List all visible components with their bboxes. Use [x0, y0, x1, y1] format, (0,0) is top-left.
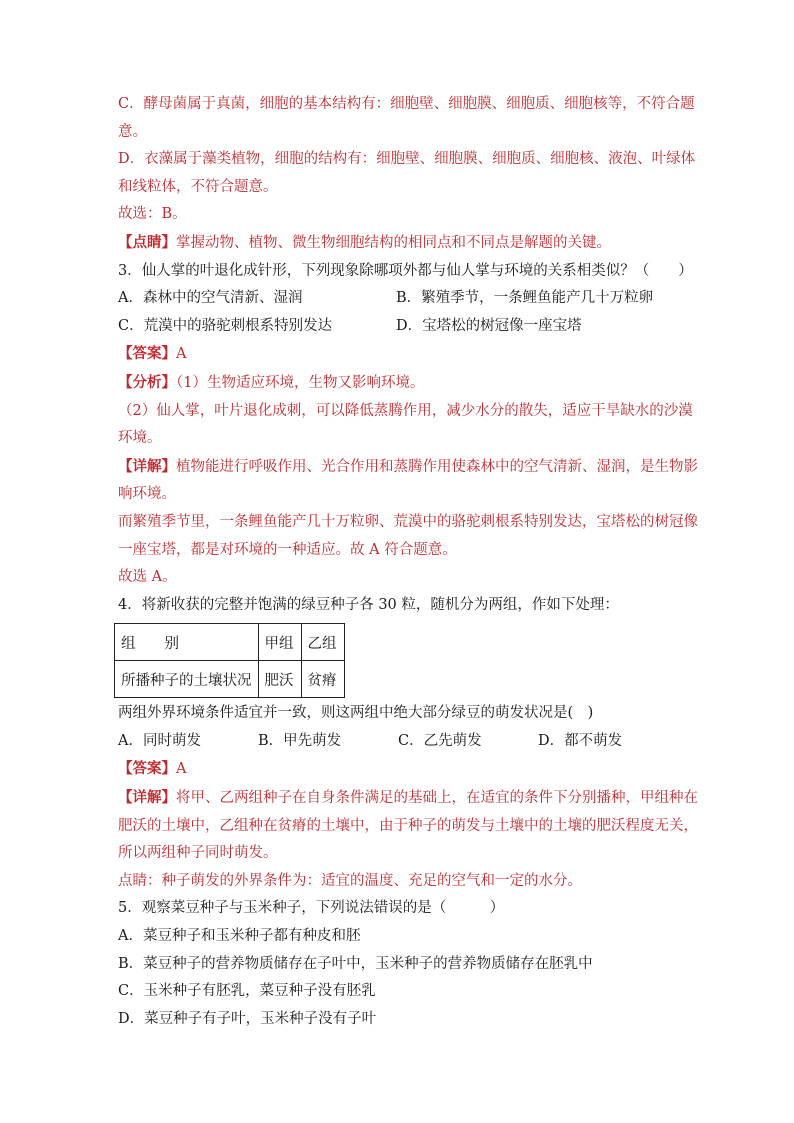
choice-a: 故选 A。: [118, 569, 177, 586]
table-cell: 贫瘠: [301, 661, 344, 698]
q3-option-c: C．荒漠中的骆驼刺根系特别发达: [118, 317, 333, 334]
q3-detail-line-2: 响环境。: [118, 486, 176, 503]
q4-detail-line-2: 肥沃的土壤中，乙组种在贫瘠的土壤中，由于种子的萌发与土壤中的土壤的肥沃程度无关，: [118, 817, 698, 834]
q4-option-c: C．乙先萌发: [398, 732, 482, 749]
option-c-explanation-cont: 意。: [118, 123, 147, 140]
q4-option-d: D．都不萌发: [538, 732, 623, 749]
question-3-options-cd: [118, 313, 678, 341]
answer-tag: 【答案】: [118, 760, 176, 778]
q4-detail: [118, 784, 698, 813]
q3-detail-line-3: 而繁殖季节里，一条鲤鱼能产几十万粒卵、荒漠中的骆驼刺根系特别发达，宝塔松的树冠像: [118, 513, 698, 530]
q4-option-a: A．同时萌发: [118, 732, 201, 749]
choice-b: 故选：B。: [118, 206, 187, 223]
q5-option-d: D．菜豆种子有子叶，玉米种子没有子叶: [118, 1010, 377, 1027]
option-d-explanation: D．衣藻属于藻类植物，细胞的结构有：细胞壁、细胞膜、细胞质、细胞核、液泡、叶绿体: [118, 151, 696, 168]
q4-option-b: B．甲先萌发: [258, 732, 342, 749]
q3-detail-line-1: 植物能进行呼吸作用、光合作用和蒸腾作用使森林中的空气清新、湿润，是生物影: [176, 458, 698, 475]
analysis-line-1: （1）生物适应环境，生物又影响环境。: [176, 374, 425, 391]
question-5: 5．观察菜豆种子与玉米种子，下列说法错误的是（ ）: [118, 900, 505, 917]
q4-answer: [118, 755, 678, 784]
q3-detail: [118, 453, 698, 482]
question-4-options: [118, 728, 678, 756]
q4-answer-value: A: [176, 761, 187, 778]
question-3: 3．仙人掌的叶退化成针形，下列现象除哪项外都与仙人掌与环境的关系相类似？（ ）: [118, 262, 693, 279]
question-4-continued: 两组外界环境条件适宜并一致，则这两组中绝大部分绿豆的萌发状况是( ): [118, 705, 594, 722]
key-point-tag: 【点睛】: [118, 233, 176, 251]
q3-analysis: [118, 369, 678, 398]
table-cell: 肥沃: [258, 661, 301, 698]
analysis-tag: 【分析】: [118, 373, 176, 391]
table-cell: 甲组: [258, 624, 301, 661]
option-c-explanation: C．酵母菌属于真菌，细胞的基本结构有：细胞壁、细胞膜、细胞质、细胞核等，不符合题: [118, 96, 695, 112]
question-3-options-ab: [118, 285, 678, 313]
q5-option-b: B．菜豆种子的营养物质储存在子叶中，玉米种子的营养物质储存在胚乳中: [118, 955, 593, 972]
table-cell: 所播种子的土壤状况: [115, 661, 259, 698]
answer-tag: 【答案】: [118, 345, 176, 363]
q3-detail-line-4: 一座宝塔，都是对环境的一种适应。故 A 符合题意。: [118, 541, 457, 558]
table-cell: 乙组: [301, 624, 344, 661]
table-row: [115, 624, 345, 661]
key-point-text: 掌握动物、植物、微生物细胞结构的相同点和不同点是解题的关键。: [176, 234, 611, 251]
table-cell: 组 别: [115, 624, 259, 661]
analysis-line-3: 环境。: [118, 430, 162, 447]
q4-detail-line-1: 将甲、乙两组种子在自身条件满足的基础上，在适宜的条件下分别播种，甲组种在: [176, 790, 698, 807]
q3-option-b: B．繁殖季节，一条鲤鱼能产几十万粒卵: [396, 290, 654, 307]
q3-option-d: D．宝塔松的树冠像一座宝塔: [396, 317, 582, 334]
q3-answer: [118, 340, 678, 369]
q3-answer-value: A: [176, 346, 187, 363]
key-point: [118, 229, 678, 258]
q3-option-a: A．森林中的空气清新、湿润: [118, 290, 303, 307]
question-4: 4．将新收获的完整并饱满的绿豆种子各 30 粒，随机分为两组，作如下处理：: [118, 596, 619, 613]
q4-key-point: 点睛：种子萌发的外界条件为：适宜的温度、充足的空气和一定的水分。: [118, 872, 582, 889]
q5-option-a: A．菜豆种子和玉米种子都有种皮和胚: [118, 928, 361, 945]
detail-tag: 【详解】: [118, 457, 176, 475]
content-area: [118, 91, 698, 1033]
detail-tag: 【详解】: [118, 789, 176, 807]
table-row: [115, 661, 345, 698]
analysis-line-2: （2）仙人掌，叶片退化成刺，可以降低蒸腾作用，减少水分的散失，适应干旱缺水的沙漠: [118, 402, 693, 419]
option-d-explanation-cont: 和线粒体，不符合题意。: [118, 178, 278, 195]
q5-option-c: C．玉米种子有胚乳，菜豆种子没有胚乳: [118, 983, 376, 1000]
q4-detail-line-3: 所以两组种子同时萌发。: [118, 845, 278, 862]
groups-table: [114, 623, 345, 698]
